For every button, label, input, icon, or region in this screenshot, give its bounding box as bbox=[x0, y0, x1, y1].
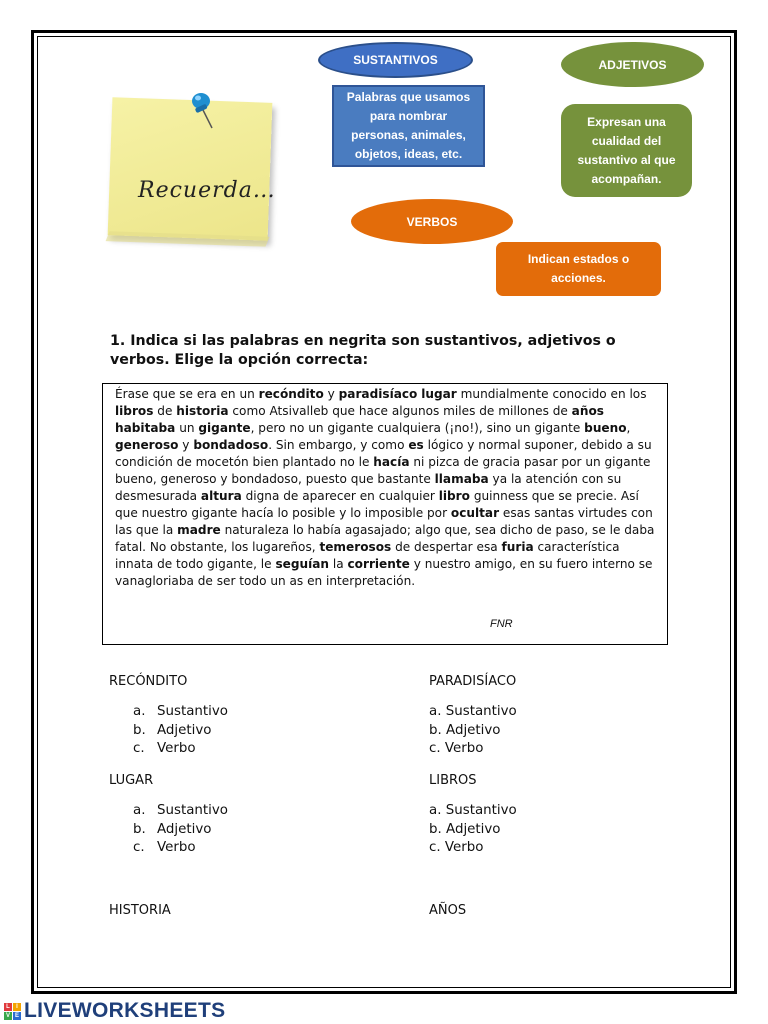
story-text-run: mundialmente conocido en los bbox=[456, 387, 647, 401]
story-bold-word: lugar bbox=[421, 387, 457, 401]
note-label: Recuerda… bbox=[138, 178, 276, 203]
story-text-box bbox=[102, 383, 668, 645]
story-text-run: y bbox=[323, 387, 339, 401]
adjetivos-definition-box bbox=[561, 104, 692, 197]
exercise-word-libros: LIBROS bbox=[429, 773, 477, 788]
options-recondito bbox=[133, 703, 228, 759]
story-text-run: de bbox=[153, 404, 177, 418]
exercise-word-paradisiaco: PARADISÍACO bbox=[429, 674, 517, 689]
story-bold-word: habitaba bbox=[115, 421, 176, 435]
option-sustantivo[interactable]: a. Sustantivo bbox=[429, 803, 517, 818]
story-text-run: característica innata de todo gigante, le bbox=[115, 540, 620, 571]
story-text-run: guinness que se precie. Así que nuestro gigante hacía lo posible y lo imposible por bbox=[115, 489, 639, 520]
options-lugar bbox=[133, 802, 228, 858]
verbos-pill bbox=[351, 199, 513, 244]
story-text-run: naturaleza lo había agasajado; algo que, sea dicho de paso, se le daba fatal. No obstante, los lugareños, bbox=[115, 523, 655, 554]
option-sustantivo[interactable]: a. Sustantivo bbox=[133, 803, 228, 818]
story-text-run: . Sin embargo, y como bbox=[268, 438, 409, 452]
story-bold-word: seguían bbox=[275, 557, 330, 571]
option-verbo[interactable]: c. Verbo bbox=[133, 741, 196, 756]
story-text bbox=[115, 386, 657, 590]
story-bold-word: llamaba bbox=[434, 472, 489, 486]
pushpin-icon bbox=[190, 88, 220, 132]
verbos-title: VERBOS bbox=[406, 214, 458, 229]
adjetivos-title: ADJETIVOS bbox=[598, 57, 667, 72]
option-sustantivo[interactable]: a. Sustantivo bbox=[133, 704, 228, 719]
story-bold-word: libros bbox=[115, 404, 154, 418]
story-text-run: esas santas virtudes con las que la bbox=[115, 506, 653, 537]
story-bold-word: es bbox=[408, 438, 424, 452]
option-verbo[interactable]: c. Verbo bbox=[133, 840, 196, 855]
sustantivos-pill bbox=[318, 42, 473, 78]
story-bold-word: furia bbox=[501, 540, 534, 554]
story-signature: FNR bbox=[490, 618, 513, 630]
sustantivos-title: SUSTANTIVOS bbox=[353, 53, 438, 67]
sustantivos-definition: Palabras que usamos para nombrar personas, animales, objetos, ideas, etc. bbox=[346, 90, 471, 161]
story-bold-word: madre bbox=[177, 523, 221, 537]
liveworksheets-logo[interactable] bbox=[4, 998, 225, 1024]
story-bold-word: bueno bbox=[584, 421, 627, 435]
verbos-definition-box bbox=[496, 242, 661, 296]
story-bold-word: temerosos bbox=[319, 540, 392, 554]
option-adjetivo[interactable]: b. Adjetivo bbox=[429, 821, 501, 837]
story-text-run: como Atsivalleb que hace algunos miles de millones de bbox=[228, 404, 572, 418]
option-verbo[interactable]: c. Verbo bbox=[429, 840, 484, 855]
story-bold-word: altura bbox=[200, 489, 242, 503]
story-text-run: ya la atención con su desmesurada bbox=[115, 472, 622, 503]
story-text-run: de despertar esa bbox=[391, 540, 502, 554]
option-sustantivo[interactable]: a. Sustantivo bbox=[429, 704, 517, 719]
exercise-word-lugar: LUGAR bbox=[109, 773, 154, 788]
story-text-run: , bbox=[626, 421, 631, 435]
exercise-word-recondito: RECÓNDITO bbox=[109, 674, 188, 689]
story-bold-word: corriente bbox=[347, 557, 410, 571]
story-bold-word: generoso bbox=[115, 438, 179, 452]
story-text-run: lógico y normal suponer, debido a su condición de mocetón bien plantado no le bbox=[115, 438, 652, 469]
story-text-run: , pero no un gigante cualquiera (¡no!), sino un gigante bbox=[250, 421, 585, 435]
story-bold-word: bondadoso bbox=[193, 438, 269, 452]
story-bold-word: hacía bbox=[373, 455, 410, 469]
story-text-run: Érase que se era en un bbox=[115, 387, 259, 401]
sustantivos-definition-box bbox=[332, 85, 485, 167]
option-adjetivo[interactable]: b. Adjetivo bbox=[429, 722, 501, 738]
option-adjetivo[interactable]: b. Adjetivo bbox=[133, 821, 212, 837]
exercise-word-anos: AÑOS bbox=[429, 903, 467, 918]
story-bold-word: paradisíaco bbox=[338, 387, 418, 401]
options-paradisiaco bbox=[429, 703, 517, 759]
story-bold-word: gigante bbox=[198, 421, 251, 435]
story-text-run: un bbox=[175, 421, 199, 435]
story-bold-word: recóndito bbox=[258, 387, 324, 401]
adjetivos-pill bbox=[561, 42, 704, 87]
question-instruction: 1. Indica si las palabras en negrita son sustantivos, adjetivos o verbos. Elige la opción correcta: bbox=[110, 333, 616, 368]
story-bold-word: ocultar bbox=[450, 506, 500, 520]
story-text-run: la bbox=[329, 557, 348, 571]
option-adjetivo[interactable]: b. Adjetivo bbox=[133, 722, 212, 738]
adjetivos-definition: Expresan una cualidad del sustantivo al que acompañan. bbox=[577, 114, 676, 186]
options-libros bbox=[429, 802, 517, 858]
story-bold-word: años bbox=[571, 404, 604, 418]
story-text-run: y nuestro amigo, en su fuero interno se vanagloriaba de ser todo un as en interpretación. bbox=[115, 557, 653, 588]
story-text-run: ni pizca de gracia pasar por un gigante bueno, generoso y bondadoso, puesto que bastante bbox=[115, 455, 651, 486]
verbos-definition: Indican estados o acciones. bbox=[527, 252, 630, 285]
logo-icon: L I V E bbox=[5, 1003, 19, 1019]
story-bold-word: libro bbox=[438, 489, 470, 503]
story-text-run: digna de aparecer en cualquier bbox=[241, 489, 439, 503]
story-text-run: y bbox=[178, 438, 194, 452]
story-bold-word: historia bbox=[176, 404, 229, 418]
exercise-word-historia: HISTORIA bbox=[109, 903, 171, 918]
option-verbo[interactable]: c. Verbo bbox=[429, 741, 484, 756]
brand-name: LIVEWORKSHEETS bbox=[24, 999, 226, 1022]
